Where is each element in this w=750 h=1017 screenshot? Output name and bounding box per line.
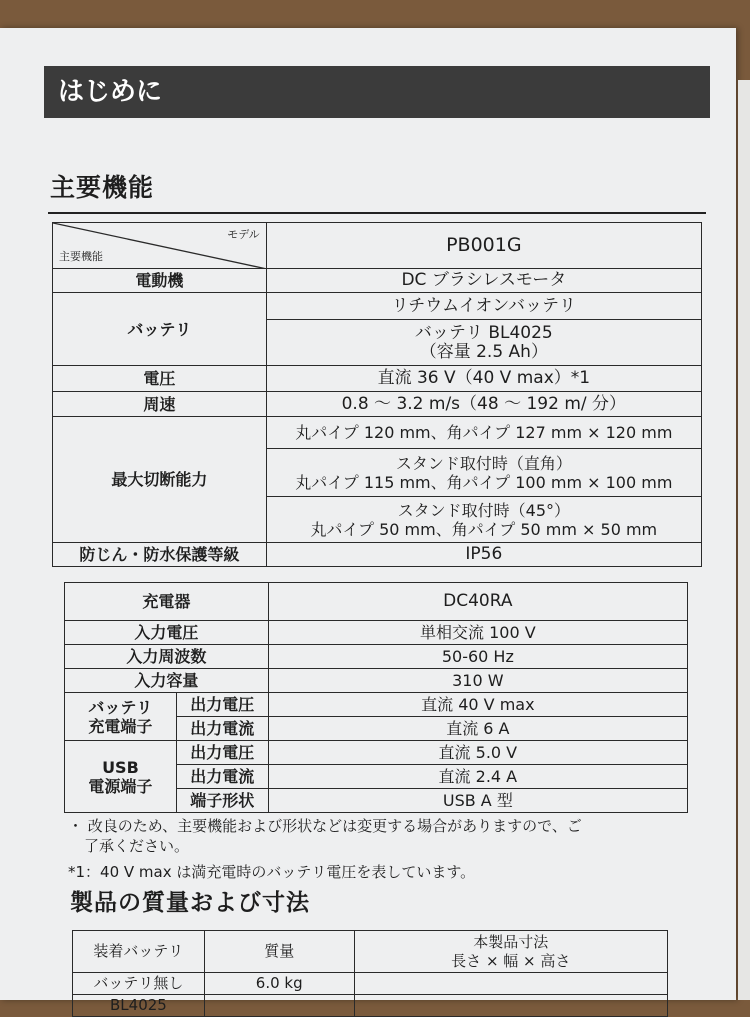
features-heading: 主要機能	[50, 173, 155, 202]
cut-capacity-2-cell	[266, 449, 701, 497]
input-frequency-value: 50-60 Hz	[268, 645, 687, 669]
cut-capacity-3-value: 丸パイプ 50 mm、角パイプ 50 mm × 50 mm	[310, 519, 658, 539]
usb-out-current-value: 直流 2.4 A	[268, 765, 687, 789]
row1-dimensions	[354, 973, 667, 995]
usb-out-voltage-label: 出力電圧	[176, 741, 268, 765]
cutting-capacity-label: 最大切断能力	[53, 417, 267, 543]
usb-terminal-label-line1: USB	[102, 757, 139, 777]
battery-out-voltage-value: 直流 40 V max	[268, 693, 687, 717]
battery-terminal-label-line1: バッテリ	[88, 697, 153, 717]
col-header-battery: 装着バッテリ	[73, 931, 205, 973]
usb-terminal-label	[65, 741, 177, 813]
ip-rating-label: 防じん・防水保護等級	[53, 543, 267, 567]
speed-value: 0.8 ～ 3.2 m/s（48 ～ 192 m/ 分）	[266, 392, 701, 417]
col-header-mass: 質量	[204, 931, 354, 973]
row2-battery: BL4025	[73, 995, 205, 1017]
terminal-shape-label: 端子形状	[176, 789, 268, 813]
battery-capacity: （容量 2.5 Ah）	[419, 341, 548, 362]
section-title-bar: はじめに	[44, 66, 710, 118]
spec-table	[52, 222, 702, 567]
voltage-label: 電圧	[53, 366, 267, 392]
cut-capacity-3-title: スタンド取付時（45°）	[397, 500, 571, 520]
note-revision-line2: 了承ください。	[84, 837, 190, 855]
note-footnote-1: *1：40 V max は満充電時のバッテリ電圧を表しています。	[68, 863, 476, 881]
voltage-value: 直流 36 V（40 V max）*1	[266, 366, 701, 392]
mass-dimensions-table	[72, 930, 668, 1017]
model-value: PB001G	[266, 223, 701, 269]
note-revision-line1: ・ 改良のため、主要機能および形状などは変更する場合がありますので、ご	[68, 817, 582, 835]
battery-terminal-label	[65, 693, 177, 741]
row2-mass	[204, 995, 354, 1017]
col-header-dimensions-line1: 本製品寸法	[473, 932, 549, 951]
cut-capacity-2-title: スタンド取付時（直角）	[395, 453, 572, 473]
mass-dimensions-heading: 製品の質量および寸法	[70, 890, 310, 916]
battery-model: バッテリ BL4025	[414, 322, 553, 343]
heading-rule	[48, 212, 706, 214]
col-header-dimensions	[354, 931, 667, 973]
row2-dimensions	[354, 995, 667, 1017]
input-capacity-value: 310 W	[268, 669, 687, 693]
usb-out-voltage-value: 直流 5.0 V	[268, 741, 687, 765]
col-header-dimensions-line2: 長さ × 幅 × 高さ	[451, 951, 571, 970]
motor-value: DC ブラシレスモータ	[266, 269, 701, 293]
battery-out-current-label: 出力電流	[176, 717, 268, 741]
usb-out-current-label: 出力電流	[176, 765, 268, 789]
usb-terminal-label-line2: 電源端子	[88, 776, 153, 796]
motor-label: 電動機	[53, 269, 267, 293]
charger-label: 充電器	[65, 583, 269, 621]
charger-table	[64, 582, 688, 813]
row1-mass: 6.0 kg	[204, 973, 354, 995]
battery-terminal-label-line2: 充電端子	[88, 716, 153, 736]
row1-battery: バッテリ無し	[73, 973, 205, 995]
terminal-shape-value: USB A 型	[268, 789, 687, 813]
ip-rating-value: IP56	[266, 543, 701, 567]
features-label: 主要機能	[59, 250, 103, 263]
cut-capacity-1: 丸パイプ 120 mm、角パイプ 127 mm × 120 mm	[266, 417, 701, 449]
input-capacity-label: 入力容量	[65, 669, 269, 693]
input-frequency-label: 入力周波数	[65, 645, 269, 669]
battery-model-cell	[266, 320, 701, 366]
battery-type: リチウムイオンバッテリ	[266, 293, 701, 320]
battery-label: バッテリ	[53, 293, 267, 366]
battery-out-voltage-label: 出力電圧	[176, 693, 268, 717]
charger-model: DC40RA	[268, 583, 687, 621]
cut-capacity-2-value: 丸パイプ 115 mm、角パイプ 100 mm × 100 mm	[295, 472, 673, 492]
note-revision	[68, 816, 698, 856]
battery-out-current-value: 直流 6 A	[268, 717, 687, 741]
header-diagonal-cell	[53, 223, 267, 269]
speed-label: 周速	[53, 392, 267, 417]
next-page-edge	[738, 80, 750, 1000]
input-voltage-label: 入力電圧	[65, 621, 269, 645]
cut-capacity-3-cell	[266, 497, 701, 543]
input-voltage-value: 単相交流 100 V	[268, 621, 687, 645]
model-label: モデル	[227, 228, 260, 241]
